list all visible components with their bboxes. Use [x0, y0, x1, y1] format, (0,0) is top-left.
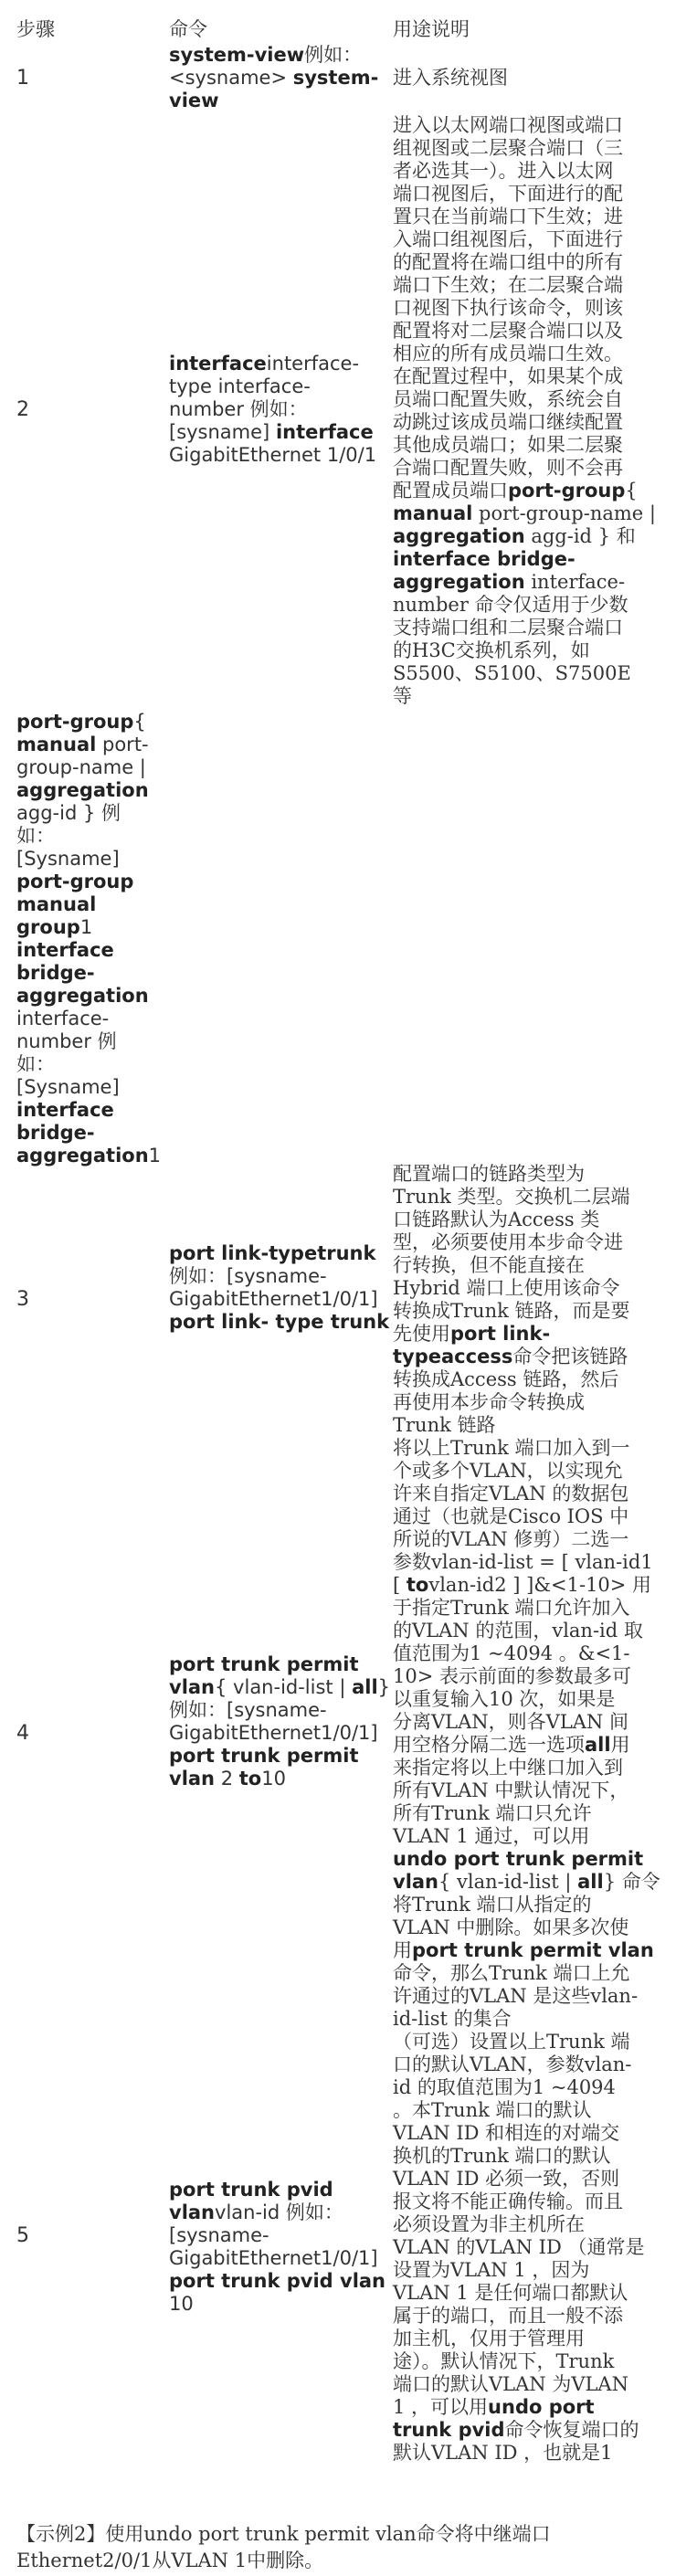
command-cell: port-group{ manual port- group-name | aggregation agg-id } 例 如： [Sysname] port-group manual group1 interface bridge- aggregation interface- number 例 如： [Sysname] interface bridge- aggregation1 — [16, 711, 162, 1167]
header-step: 步骤 — [16, 18, 55, 40]
step-number: 4 — [16, 1722, 29, 1745]
command-cell: port trunk permit vlan{ vlan-id-list | all} 例如：[sysname- GigabitEthernet1/0/1] port trunk permit vlan 2 to10 — [169, 1653, 391, 1789]
step-number: 1 — [16, 67, 29, 90]
header-purpose: 用途说明 — [393, 18, 470, 40]
description-cell: 进入以太网端口视图或端口 组视图或二层聚合端口（三 者必选其一）。进入以太网 端口视图后，下面进行的配 置只在当前端口下生效；进 入端口组视图后，下面进行 的配置将在端口组中的所有 端口下生效；在二层聚合端 口视图下执行该命令，则该 配置将对二层聚合端口以及 相应的所有成员端口生效。 在配置过程中，如果某个成 员端口配置失败，系统会自 动跳过该成员端口继续配置 其他成员端口；如果二层聚 合端口配置失败，则不会再 配置成员端口port-group{ manual port-group-name | aggregation agg-id } 和 interface bridge- aggregation interface- number 命令仅适用于少数 支持端口组和二层聚合端口 的H3C交换机系列，如 S5500、S5100、S7500E 等 — [393, 114, 656, 707]
command-cell: port trunk pvid vlanvlan-id 例如： [sysname- GigabitEthernet1/0/1] port trunk pvid vlan 10 — [169, 2179, 386, 2315]
description-cell: 配置端口的链路类型为 Trunk 类型。交换机二层端 口链路默认为Access 类 型，必须要使用本步命令进 行转换，但不能直接在 Hybrid 端口上使用该命令 转换成Trunk 链路，而是要 先使用port link- typeaccess命令把该链路 转换成Access 链路，然后 再使用本步命令转换成 Trunk 链路 — [393, 1163, 630, 1436]
command-cell: port link-typetrunk 例如：[sysname- GigabitEthernet1/0/1] port link- type trunk — [169, 1242, 390, 1333]
step-number: 5 — [16, 2224, 29, 2247]
header-command: 命令 — [169, 18, 207, 40]
step-number: 3 — [16, 1288, 29, 1311]
description-cell: （可选）设置以上Trunk 端 口的默认VLAN，参数vlan- id 的取值范围为1 ~4094 。本Trunk 端口的默认 VLAN ID 和相连的对端交 换机的Trunk 端口的默认 VLAN ID 必须一致，否则 报文将不能正确传输。而且 必须设置为非主机所在 VLAN 的VLAN ID （通常是 设置为VLAN 1 ，因为 VLAN 1 是任何端口都默认 属于的端口，而且一般不添 加主机，仅用于管理用 途）。默认情况下，Trunk 端口的默认VLAN 为VLAN 1 ，可以用undo port trunk pvid命令恢复端口的 默认VLAN ID ，也就是1 — [393, 2031, 645, 2464]
example-paragraph: 【示例2】使用undo port trunk permit vlan命令将中继端口 Ethernet2/0/1从VLAN 1中删除。 — [16, 2523, 551, 2571]
description-cell: 将以上Trunk 端口加入到一 个或多个VLAN，以实现允 许来自指定VLAN 的数据包 通过（也就是Cisco IOS 中 所说的VLAN 修剪）二选一 参数vlan-id-list = [ vlan-id1 [ tovlan-id2 ] ]&<1-10> 用 于指定Trunk 端口允许加入 的VLAN 的范围，vlan-id 取 值范围为1 ~4094 。&<1- 10> 表示前面的参数最多可 以重复输入10 次，如果是 分离VLAN，则各VLAN 间 用空格分隔二选一选项all用 来指定将以上中继口加入到 所有VLAN 中默认情况下， 所有Trunk 端口只允许 VLAN 1 通过，可以用 undo port trunk permit vlan{ vlan-id-list | all} 命令 将Trunk 端口从指定的 VLAN 中删除。如果多次使 用port trunk permit vlan 命令，那么Trunk 端口上允 许通过的VLAN 是这些vlan- id-list 的集合 — [393, 1437, 660, 2030]
step-number: 2 — [16, 398, 29, 421]
command-cell: system-view例如： <sysname> system- view — [169, 44, 379, 111]
command-cell: interfaceinterface- type interface- number 例如： [sysname] interface GigabitEthernet 1/0/1 — [169, 353, 377, 466]
description-cell: 进入系统视图 — [393, 67, 508, 89]
